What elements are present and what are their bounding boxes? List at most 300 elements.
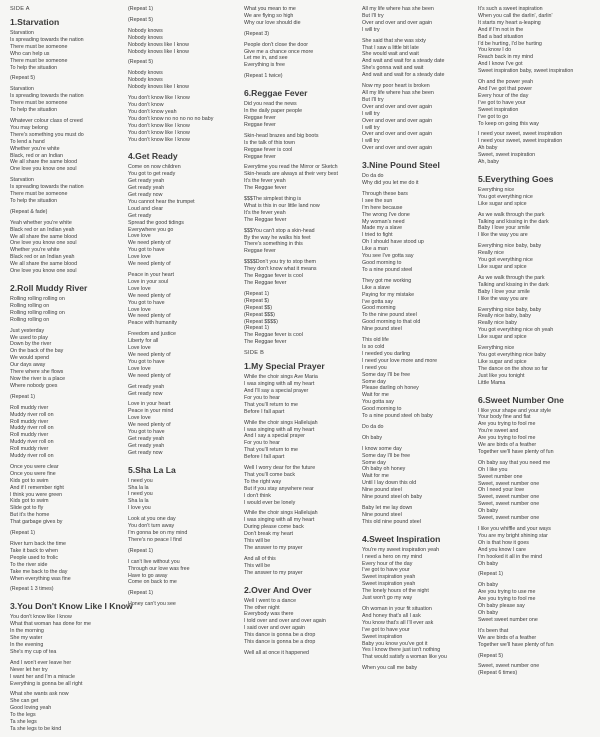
lyric-line: I need a hero on my mind <box>362 553 423 560</box>
lyric-line: Sweet inspiration yeah <box>362 581 416 588</box>
lyric-stanza <box>10 614 120 655</box>
lyric-line: Get ready yeah <box>128 442 165 449</box>
lyric-line: Just yesterday <box>10 327 45 334</box>
lyric-line: And wait and wait for a steady date <box>362 72 445 79</box>
lyric-line: But it's the home <box>10 512 50 519</box>
lyric-line: You got everything nice baby <box>478 351 546 358</box>
lyric-line: Get ready yeah <box>128 435 165 442</box>
lyric-line: Love in your soul <box>128 278 169 285</box>
lyric-line: As we walk through the park <box>478 274 545 281</box>
lyric-line: Nobody knows like I know <box>128 41 189 48</box>
lyric-line: Sweet sweet number one <box>478 616 538 623</box>
lyric-stanza <box>244 598 354 646</box>
lyric-line: Is spreading towards the nation <box>10 93 84 100</box>
stanza-gap <box>10 733 120 737</box>
lyric-stanza <box>128 95 238 143</box>
lyric-line: I like the way you are <box>478 295 528 302</box>
lyric-line: Everywhere you go <box>128 226 174 233</box>
lyric-line: Through our love was free <box>128 565 190 572</box>
lyric-line: The Reggae fever is cool <box>244 332 303 339</box>
lyric-line: We all share the same blood <box>10 261 78 268</box>
song-title: 2.Roll Muddy River <box>10 283 88 293</box>
lyric-line: Nobody knows like I know <box>128 48 189 55</box>
lyric-line: Our days away <box>10 362 46 369</box>
lyric-line: That you'll come back <box>244 471 296 478</box>
lyric-stanza <box>10 394 120 401</box>
lyric-line: We all share the same blood <box>10 159 78 166</box>
lyric-line: The Reggae fever is cool <box>244 273 303 280</box>
lyric-line: I've got to have your <box>362 626 410 633</box>
lyric-line: There must be someone <box>10 100 68 107</box>
lyric-line: Whatever colour class of creed <box>10 117 83 124</box>
lyric-stanza <box>362 6 472 34</box>
lyric-line: She would wait and wait <box>362 51 419 58</box>
lyric-line: They don't know what it means <box>244 266 317 273</box>
lyric-line: (Repeat 6 times) <box>478 670 518 677</box>
lyric-line: Paying for my mistake <box>362 291 415 298</box>
lyric-line: Wait for me <box>362 392 389 399</box>
lyric-line: Whether you're white <box>10 247 60 254</box>
lyric-line: I needed you darling <box>362 350 411 357</box>
lyric-line: Sweet, sweet number one <box>478 501 540 508</box>
lyric-line: Skin-head brazes and big boots <box>244 132 319 139</box>
lyric-line: Get ready <box>128 212 152 219</box>
lyric-line: I will try <box>362 110 380 117</box>
lyric-line: Really nice baby <box>478 320 517 327</box>
lyric-line: Oh baby <box>362 434 383 441</box>
lyric-line: Sweet inspiration <box>478 106 519 113</box>
lyric-line: What is this in our little land now <box>244 202 320 209</box>
lyric-line: Nobody knows <box>128 70 163 77</box>
lyric-line: Talking and kissing in the dark <box>478 281 549 288</box>
lyric-line: You got to have <box>128 247 165 254</box>
lyric-stanza <box>478 653 588 660</box>
lyric-line: Your body fine and flat <box>478 414 531 421</box>
lyric-line: Through these bars <box>362 190 408 197</box>
stanza-gap <box>244 80 354 84</box>
lyric-line: We need plenty of <box>128 292 171 299</box>
lyric-line: Every hour of the day <box>478 92 529 99</box>
stanza-gap <box>244 577 354 581</box>
lyric-line: You don't know like I know <box>128 122 190 129</box>
lyric-line: I love you <box>128 505 151 512</box>
lyric-line: You don't know no no no no no baby <box>128 115 214 122</box>
lyric-stanza <box>128 601 238 608</box>
lyric-stanza <box>244 196 354 224</box>
lyric-line: Oh and the power yeah <box>478 79 534 86</box>
stanza-gap <box>478 677 588 681</box>
lyric-line: Some day I'll be free <box>362 371 411 378</box>
lyric-line: When you call me baby <box>362 665 418 672</box>
lyric-line: You got everything nice oh yeah <box>478 327 554 334</box>
lyric-stanza <box>478 187 588 208</box>
lyric-stanza <box>362 424 472 431</box>
lyric-line: (Repeat 3) <box>244 30 270 37</box>
lyric-stanza <box>478 275 588 303</box>
lyric-stanza <box>128 548 238 555</box>
lyric-stanza <box>128 478 238 513</box>
lyric-line: We used to play <box>10 334 48 341</box>
lyric-line: One love you know one soul <box>10 268 77 275</box>
lyric-line: I said over and over again <box>244 625 305 632</box>
lyric-line: (Repeat 1) <box>10 530 36 537</box>
lyric-line: Like sugar and spice <box>478 358 527 365</box>
lyric-line: Over and over and over again <box>362 145 433 152</box>
lyric-line: In the daily paper people <box>244 108 303 115</box>
lyric-line: She's gonna wait and wait <box>362 65 424 72</box>
lyric-stanza <box>244 42 354 70</box>
lyric-stanza <box>244 420 354 461</box>
lyric-line: And I won't ever leave her <box>10 659 72 666</box>
lyric-line: The Reggae fever <box>244 216 287 223</box>
lyric-line: Oh baby say that you need me <box>478 459 551 466</box>
lyric-line: Like a man <box>362 246 388 253</box>
lyric-line: Are you trying to use me <box>478 589 536 596</box>
lyric-line: Good morning to <box>362 406 402 413</box>
lyric-line: Starvation <box>10 177 34 184</box>
lyric-line: And I've got that power <box>478 85 533 92</box>
lyric-line: Rolling rolling on <box>10 316 50 323</box>
lyric-line: Nobody knows <box>128 77 163 84</box>
lyric-line: (Repeat 5) <box>478 652 504 659</box>
lyric-line: And you know I care <box>478 546 526 553</box>
lyric-stanza <box>244 228 354 256</box>
lyric-line: You don't know like I know <box>128 95 190 102</box>
lyric-line: We need plenty of <box>128 351 171 358</box>
lyric-line: My woman's need <box>362 218 405 225</box>
lyric-line: Before I fall apart <box>244 454 285 461</box>
lyric-line: I've got to have your <box>478 99 526 106</box>
lyric-stanza <box>478 582 588 623</box>
lyric-stanza <box>478 408 588 456</box>
lyric-line: You're my sweet inspiration yeah <box>362 546 440 553</box>
song-title: 4.Sweet Inspiration <box>362 533 441 544</box>
lyric-line: (Repeat 1) <box>244 325 270 332</box>
lyric-stanza <box>478 460 588 522</box>
lyric-line: For you to hear <box>244 394 280 401</box>
stanza-gap <box>128 608 238 612</box>
lyric-line: Before I fall apart <box>244 408 285 415</box>
stanza-gap <box>362 672 472 676</box>
lyric-line: You cannot hear the trumpet <box>128 198 195 205</box>
lyric-line: Oh baby <box>478 582 499 589</box>
lyric-line: What she wants ask now <box>10 691 69 698</box>
lyric-line: Ta she legs <box>10 719 37 726</box>
lyric-stanza <box>10 660 120 688</box>
lyrics-column-2 <box>128 6 238 608</box>
lyric-line: You got everything nice <box>478 257 533 264</box>
lyric-line: And all of this <box>244 555 276 562</box>
stanza-gap <box>128 143 238 147</box>
lyric-line: Who can help us <box>10 50 50 57</box>
lyric-stanza <box>128 164 238 268</box>
lyric-line: Everything is free <box>244 62 285 69</box>
lyric-line: You got to have <box>128 358 165 365</box>
lyric-line: I know some day <box>362 445 402 452</box>
lyric-line: Sweet number one <box>478 473 523 480</box>
lyric-line: (Repeat $$) <box>244 304 272 311</box>
lyric-line: Little Mama <box>478 379 506 386</box>
lyric-line: Some day I'll be free <box>362 452 411 459</box>
lyric-line: You don't turn away <box>128 523 175 530</box>
lyric-line: Well I worry dear for the future <box>244 465 316 472</box>
lyric-stanza <box>128 516 238 544</box>
lyric-stanza <box>128 401 238 456</box>
lyric-line: Freedom and justice <box>128 331 176 338</box>
lyric-line: While the choir sings Hallelujah <box>244 510 318 517</box>
lyric-stanza <box>128 17 238 24</box>
lyric-line: Nine pound steel <box>362 487 402 494</box>
lyric-line: Made my a slave <box>362 225 403 232</box>
lyric-stanza <box>128 559 238 587</box>
lyric-line: I'm hooked it all in the mind <box>478 553 543 560</box>
lyric-line: Bad a bad situation <box>478 33 524 40</box>
lyric-line: You got everything nice <box>478 193 533 200</box>
lyric-line: But if you stay anywhere near <box>244 485 314 492</box>
lyric-line: Once you were fine <box>10 470 56 477</box>
lyrics-column-3 <box>244 6 354 656</box>
lyric-line: And honey that's all I ask <box>362 612 421 619</box>
lyric-line: Have to go away <box>128 572 168 579</box>
lyric-line: I've got to go <box>478 113 509 120</box>
lyric-line: Rolling rolling on <box>10 302 50 309</box>
lyric-line: Kids got to swim <box>10 498 49 505</box>
lyric-line: I told over and over and over again <box>244 618 326 625</box>
lyric-line: You don't know like I know <box>10 614 72 621</box>
lyric-line: There's something in this <box>244 241 303 248</box>
lyric-line: You see I've gotta say <box>362 253 414 260</box>
lyric-line: I will try <box>362 26 380 33</box>
lyric-line: Sweet inspiration baby, sweet inspiration <box>478 68 574 75</box>
lyric-line: I was singing with all my heart <box>244 426 315 433</box>
lyric-stanza <box>244 556 354 577</box>
lyric-stanza <box>244 6 354 27</box>
stanza-gap <box>244 657 354 661</box>
lyric-stanza <box>244 510 354 551</box>
stanza-gap <box>10 593 120 597</box>
lyric-line: Is so cold <box>362 343 385 350</box>
lyric-stanza <box>10 464 120 526</box>
lyric-line: It's been that <box>478 627 509 634</box>
lyric-line: Did you read the news <box>244 101 297 108</box>
lyric-line: Is the talk of this town <box>244 139 295 146</box>
lyric-line: Black, red or an Indian <box>10 152 63 159</box>
stanza-gap <box>362 152 472 156</box>
lyric-line: Roll muddy river <box>10 432 49 439</box>
lyric-stanza <box>478 212 588 240</box>
lyric-line: I need you <box>128 491 153 498</box>
lyric-line: Talking and kissing in the dark <box>478 218 549 225</box>
lyric-line: That you'll return to me <box>244 447 299 454</box>
lyric-line: Skin-heads are always at their very best <box>244 171 338 178</box>
lyric-line: Reggae fever <box>244 114 276 121</box>
lyric-line: Oh I like you <box>478 466 508 473</box>
lyric-line: Love love <box>128 365 151 372</box>
lyric-line: I'd be hurting, I'd be hurting <box>478 40 542 47</box>
lyric-line: Peace in your mind <box>128 408 174 415</box>
lyrics-column-4 <box>362 6 472 672</box>
lyric-line: People used to frolic <box>10 554 58 561</box>
lyric-line: You got to have <box>128 299 165 306</box>
lyric-line: Sweet, sweet number one <box>478 663 540 670</box>
lyric-line: Nine pound steel oh baby <box>362 494 423 501</box>
lyric-line: And wait and wait for a steady date <box>362 58 445 65</box>
lyric-line: Baby you know you've got it <box>362 640 428 647</box>
lyric-line: Over and over and over again <box>362 103 433 110</box>
stanza-gap <box>128 457 238 461</box>
lyric-line: We are flying so high <box>244 12 294 19</box>
lyric-line: I think you were green <box>10 491 63 498</box>
lyric-line: (Repeat 1) <box>478 571 504 578</box>
lyric-line: The lonely hours of the night <box>362 588 429 595</box>
lyric-line: Everything is gonna be all right <box>10 680 83 687</box>
lyric-line: I would ever be lonely <box>244 499 296 506</box>
lyric-line: She said that she was sixty <box>362 37 426 44</box>
lyric-line: Every hour of the day <box>362 560 413 567</box>
lyric-line: Oh is that how it goes <box>478 539 529 546</box>
lyric-line: Some day <box>362 459 386 466</box>
lyric-line: Reggae fever <box>244 153 276 160</box>
lyric-line: That you'll return to me <box>244 401 299 408</box>
lyric-stanza <box>478 663 588 677</box>
lyric-line: Sha la la <box>128 498 149 505</box>
song-title: 1.My Special Prayer <box>244 361 325 372</box>
lyric-line: (Repeat $$$$) <box>244 318 278 325</box>
lyric-line: Why did you let me do it <box>362 180 419 187</box>
lyric-line: You may belong <box>10 124 48 131</box>
lyric-line: It's the fever yeah <box>244 209 286 216</box>
lyric-stanza <box>10 75 120 82</box>
lyric-line: To help the situation <box>10 107 58 114</box>
song-title: 3.Nine Pound Steel <box>362 160 440 171</box>
lyric-line: Well I went to a dance <box>244 597 297 604</box>
lyric-line: I like you whiffle and your ways <box>478 526 551 532</box>
lyric-line: Get ready now <box>128 449 163 456</box>
lyric-line: They got me working <box>362 277 412 284</box>
lyric-line: Come on back to me <box>128 579 177 586</box>
lyric-line: I was singing with all my heart <box>244 517 315 524</box>
lyric-line: There's no peace I find <box>128 536 182 543</box>
lyric-line: The dance on the show so far <box>478 365 548 372</box>
lyric-line: Nobody knows <box>128 34 163 41</box>
lyric-line: $$$$Don't you try to stop them <box>244 259 316 266</box>
lyric-line: Once you were clear <box>10 463 59 470</box>
lyric-line: This will be <box>244 538 271 545</box>
lyric-line: We need plenty of <box>128 240 171 247</box>
lyric-line: She my water <box>10 635 43 642</box>
lyric-line: I need you <box>128 477 153 484</box>
lyric-line: I need your sweet, sweet inspiration <box>478 131 563 138</box>
lyric-line: While the choir sings Ave Maria <box>244 374 318 381</box>
lyric-line: This dance is gonna be a drop <box>244 639 316 646</box>
lyric-line: The answer to my prayer <box>244 569 303 576</box>
lyric-line: (Repeat 1) <box>10 393 36 400</box>
lyric-line: I'm here because <box>362 204 403 211</box>
lyric-line: One love you know one soul <box>10 166 77 173</box>
song-title: 3.You Don't Know Like I Know <box>10 601 133 612</box>
lyric-stanza <box>244 73 354 80</box>
lyric-stanza <box>362 83 472 152</box>
lyric-line: And if I'm not in the <box>478 26 524 33</box>
lyric-stanza <box>128 590 238 597</box>
lyric-line: Sweet, sweet inspiration <box>478 152 536 159</box>
lyric-stanza <box>362 547 472 602</box>
lyric-line: To help the situation <box>10 64 58 71</box>
lyric-line: Now my poor heart is broken <box>362 83 430 90</box>
song-title: 2.Over And Over <box>244 584 312 595</box>
lyric-line: We need plenty of <box>128 372 171 379</box>
lyric-line: You got to get ready <box>128 171 176 178</box>
lyric-line: For you to hear <box>244 440 280 447</box>
lyric-line: There must be someone <box>10 191 68 198</box>
lyric-line: The wrong I've done <box>362 211 410 218</box>
lyric-line: By the way he walks his feet <box>244 234 311 241</box>
lyric-stanza <box>362 665 472 672</box>
lyric-line: And if I remember right <box>10 484 64 491</box>
lyric-line: People don't close the door <box>244 41 309 48</box>
lyric-line: It's such a sweet inspiration <box>478 6 543 12</box>
lyric-stanza <box>478 526 588 567</box>
lyric-line: Love love <box>128 254 151 261</box>
lyric-line: Over and over and over again <box>362 131 433 138</box>
lyric-line: Never let her try <box>10 666 48 673</box>
lyric-line: You don't know like I know <box>128 129 190 136</box>
lyric-stanza <box>478 345 588 386</box>
lyric-line: You got to have <box>128 429 165 436</box>
lyric-line: (Repeat $) <box>244 297 270 304</box>
lyric-line: Why our love should die <box>244 19 301 26</box>
lyric-line: We all share the same blood <box>10 233 78 240</box>
lyric-line: I tried to fight <box>362 232 393 239</box>
stanza-gap <box>478 166 588 170</box>
lyric-line: Nine pound steel <box>362 511 402 518</box>
lyric-line: Give me a chance once more <box>244 48 314 55</box>
lyric-line: Get ready now <box>128 390 163 397</box>
lyrics-column-1 <box>10 6 133 732</box>
lyric-line: It's the fever yeah <box>244 178 286 185</box>
lyric-line: Honey can't you see <box>128 601 176 608</box>
lyric-stanza <box>478 628 588 649</box>
lyric-line: Oh woman in your fit situation <box>362 605 432 612</box>
lyric-line: There must be someone <box>10 57 68 64</box>
lyric-line: To the right way <box>244 478 282 485</box>
lyric-line: I've got to have your <box>362 567 410 574</box>
lyric-line: Oh baby please say <box>478 603 525 610</box>
lyric-line: This dance is gonna be a drop <box>244 632 316 639</box>
lyric-line: You don't know <box>128 101 164 108</box>
lyric-line: Ah, baby <box>478 159 499 166</box>
lyric-line: Roll muddy river <box>10 446 49 453</box>
lyric-stanza <box>10 296 120 324</box>
lyric-line: Muddy river roll on <box>10 425 54 432</box>
lyric-line: Nine pound steel <box>362 326 402 333</box>
lyric-line: Are you trying to fool me <box>478 596 536 603</box>
lyric-line: Good loving yeah <box>10 705 52 712</box>
lyric-line: Is spreading towards the nation <box>10 184 84 191</box>
lyric-line: Whether you're white <box>10 145 60 152</box>
lyric-line: Where nobody goes <box>10 382 58 389</box>
song-title: 5.Sha La La <box>128 464 176 475</box>
lyric-line: Liberty for all <box>128 338 159 345</box>
lyric-line: Like sugar and spice <box>478 334 527 341</box>
lyric-line: Love love <box>128 233 151 240</box>
lyric-stanza <box>478 131 588 166</box>
lyric-sheet <box>10 6 592 732</box>
lyric-line: Baby I love your smile <box>478 288 530 295</box>
lyric-stanza <box>10 30 120 71</box>
lyric-line: (Repeat 1) <box>128 547 154 554</box>
lyric-line: (Repeat 5) <box>10 75 36 82</box>
